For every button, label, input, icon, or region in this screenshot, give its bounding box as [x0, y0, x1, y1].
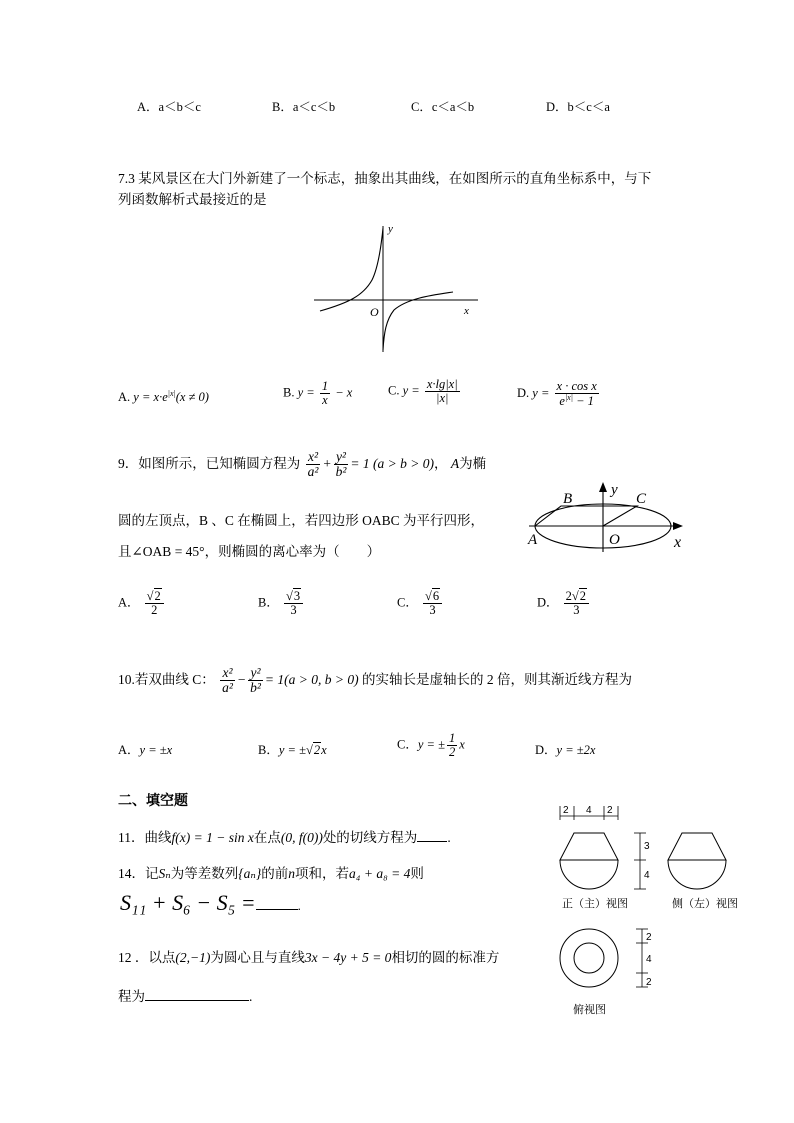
q7-curve-right [383, 292, 453, 350]
q11-answer-blank[interactable] [417, 841, 447, 842]
q10-option-d: D．y = ±2x [535, 743, 596, 757]
q7-curve-left [320, 228, 383, 311]
q14-answer-blank[interactable] [256, 909, 298, 910]
q10-stem: 10.若双曲线 C： $\frac{\text{x²}}{\text{a²}}$ − $\frac{\text{y²}}{\text{b²}}$ = 1(a > 0, b > 0) 的实轴长是虚轴长的 2 倍，则其渐近线方程为 [118, 665, 632, 696]
top-view-label: 俯视图 [573, 1004, 606, 1016]
q10-option-a: A．y = ±x [118, 743, 173, 757]
q9-line3: 且∠OAB = 45°，则椭圆的离心率为（ ） [118, 544, 381, 559]
q7-fig-o: O [370, 305, 379, 319]
q9-ellipse-figure [527, 478, 692, 556]
q6-option-a: A．a＜b＜c [137, 100, 201, 114]
q9-x-arrow [673, 522, 683, 530]
dim-top-2: 4 [586, 805, 592, 816]
q7-curve-figure [308, 218, 483, 358]
dim-right2-2: 4 [646, 954, 652, 965]
q12-line1: 12 ．以点(2,−1)为圆心且与直线3x − 4y + 5 = 0相切的圆的标准方 [118, 950, 500, 965]
q7-fig-y: y [388, 223, 393, 235]
front-view-label: 正（主）视图 [562, 898, 628, 910]
q14-line1: 14．记Sₙ为等差数列{aₙ}的前n项和，若a₄ + a₈ = 4则 [118, 866, 424, 881]
three-views-figure [550, 800, 750, 1022]
q10-option-c: C．y = ± $\frac{1}{2}$ x [397, 731, 465, 760]
section-title-fill-in: 二、填空题 [118, 792, 188, 808]
q9-option-b: B． $\frac{√3}{3}$ [258, 590, 305, 617]
top-view-outer-circle [560, 929, 618, 987]
top-view-inner-circle [574, 943, 604, 973]
q9-fig-a: A [528, 532, 538, 548]
q9-option-d: D． $\frac{2√2}{3}$ [537, 590, 591, 617]
q6-option-c: C．c＜a＜b [411, 100, 475, 114]
q10-option-b: B．y = ±√2x [258, 743, 327, 757]
q9-fig-c: C [636, 491, 647, 507]
q9-y-arrow [599, 482, 607, 492]
q7-option-a: A. $y = x\cdot e^{|x|}(x \ne 0)$ [118, 389, 209, 405]
q7-fig-x: x [464, 305, 469, 317]
q11-text: 11．曲线f(x) = 1 − sin x在点(0, f(0))处的切线方程为 . [118, 830, 451, 845]
dim-top-1: 2 [563, 805, 569, 816]
dim-right2-1: 2 [646, 932, 652, 943]
dim-top-3: 2 [607, 805, 613, 816]
q12-answer-blank[interactable] [145, 1000, 249, 1001]
q9-fig-o: O [609, 532, 620, 548]
front-view-trapezoid [560, 833, 618, 860]
q14-line2: S₁₁ + S₆ − S₅ = . [120, 890, 301, 915]
q9-fig-x: x [674, 534, 682, 551]
q7-option-c: C. y = $\frac{x\cdot\lg|x|}{|x|}$ [388, 377, 458, 406]
dim-right2-3: 2 [646, 977, 652, 988]
q7-text-line1: 7.3 某风景区在大门外新建了一个标志，抽象出其曲线，在如图所示的直角坐标系中，与下 [118, 171, 652, 186]
side-view-trapezoid [668, 833, 726, 860]
q7-text-line2: 列函数解析式最接近的是 [118, 192, 267, 207]
q12-line2: 程为 . [118, 989, 253, 1004]
q9-fig-y: y [611, 482, 618, 498]
front-view-semicircle [560, 860, 618, 889]
side-view-semicircle [668, 860, 726, 889]
q9-line1: 9．如图所示，已知椭圆方程为 $\frac{\text{x²}}{\text{a²}}$ + $\frac{\text{y²}}{\text{b²}}$ = 1 (a > b > 0)， A为椭 [118, 449, 487, 480]
dim-right-3: 3 [644, 841, 650, 852]
q7-option-d: D. y = $\frac{\text{x · cos x}}{e^{|x|} - 1}$ [517, 379, 597, 409]
q6-option-d: D．b＜c＜a [546, 100, 610, 114]
q9-option-a: A． $\frac{√2}{2}$ [118, 590, 166, 617]
q9-line2: 圆的左顶点，B 、C 在椭圆上，若四边形 OABC 为平行四形， [118, 513, 485, 528]
q9-fig-b: B [563, 491, 573, 507]
side-view-label: 侧（左）视图 [672, 898, 738, 910]
q9-option-c: C． $\frac{√6}{3}$ [397, 590, 444, 617]
q7-option-b: B. y = $\frac{1}{x}$ − x [283, 379, 353, 408]
q6-option-b: B．a＜c＜b [272, 100, 336, 114]
q9-parallelogram [535, 506, 637, 526]
dim-right-4: 4 [644, 870, 650, 881]
